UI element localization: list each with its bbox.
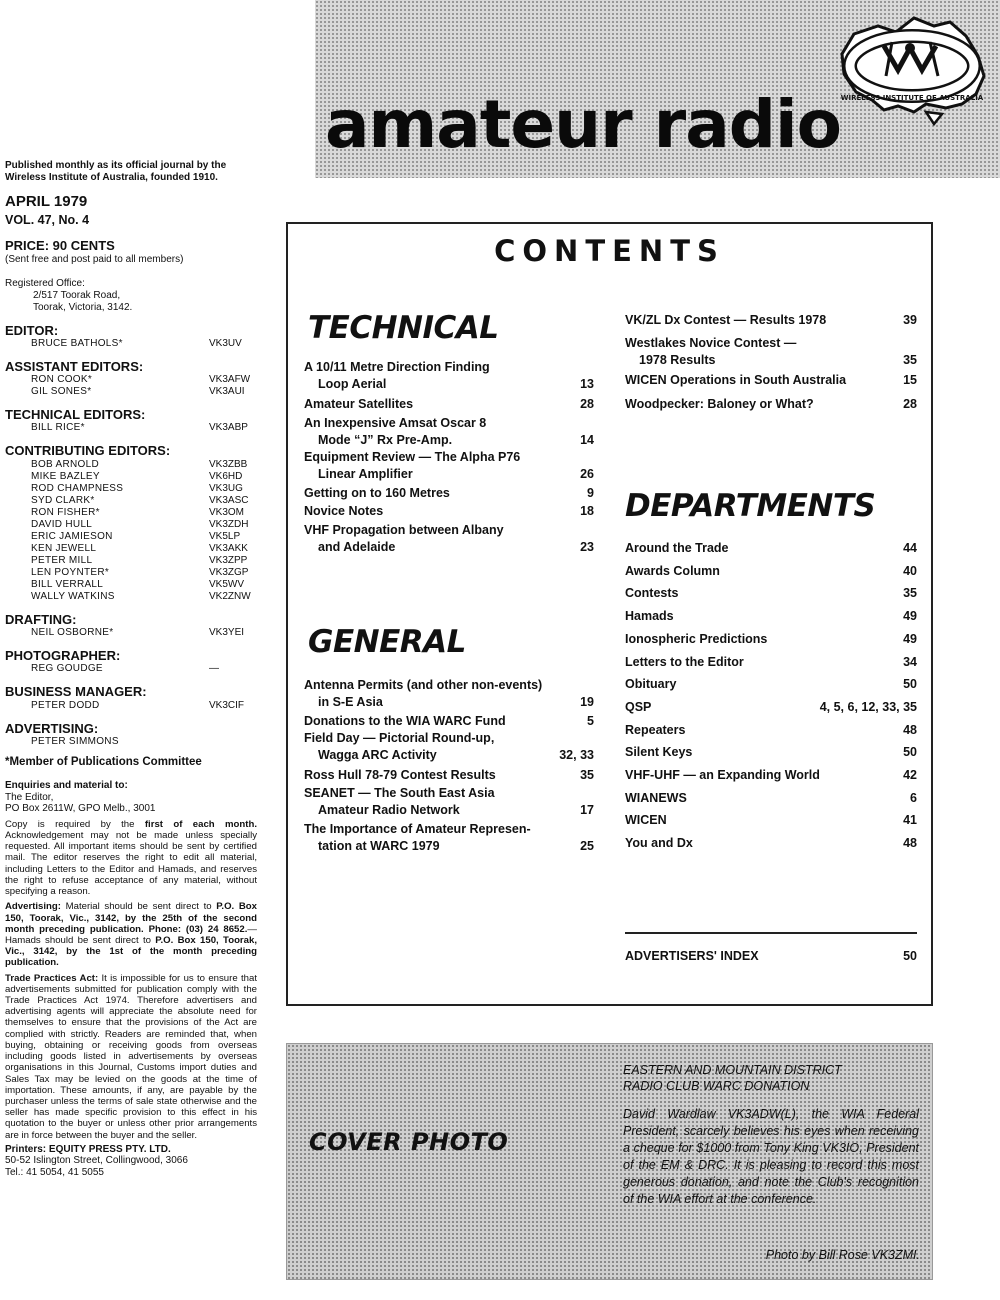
staff-row bbox=[5, 700, 257, 712]
advertisers-index-entry[interactable] bbox=[625, 948, 917, 965]
advertisers-index-title: ADVERTISERS' INDEX bbox=[625, 949, 759, 963]
staff-callsign: VK3AUI bbox=[209, 386, 245, 398]
department-title: You and Dx bbox=[625, 836, 693, 851]
entry-title-continued: Wagga ARC Activity bbox=[318, 748, 437, 762]
department-page: 35 bbox=[903, 586, 917, 601]
staff-callsign: VK5WV bbox=[209, 578, 245, 590]
staff-name: DAVID HULL bbox=[31, 518, 93, 530]
staff-callsign: VK3CIF bbox=[209, 699, 245, 711]
office-address-line: 2/517 Toorak Road, bbox=[33, 289, 121, 301]
printers-label: Printers: EQUITY PRESS PTY. LTD. bbox=[5, 1143, 171, 1155]
department-page: 50 bbox=[903, 677, 917, 692]
business-manager-label: BUSINESS MANAGER: bbox=[5, 684, 147, 700]
staff-row bbox=[5, 591, 257, 603]
entry-page: 25 bbox=[580, 839, 594, 853]
editor-list bbox=[5, 338, 257, 350]
entry-title-continued: and Adelaide bbox=[318, 540, 396, 554]
contents-entry[interactable] bbox=[304, 713, 594, 730]
department-entry[interactable] bbox=[625, 631, 917, 648]
entry-title: VK/ZL Dx Contest — Results 1978 bbox=[625, 313, 827, 327]
trade-practices-notice: Trade Practices Act: It is impossible for us to ensure that advertisements submitted for publication comply with the Trade Practices Act 1974. Therefore advertisers and advertising agents will appreciate the absolute need for themselves to ensure that the provisions of the Act are complied with strictly. Readers are reminded that, when buying, obtaining or receiving goods from overseas including goods listed in advertisements by overseas organisations in this Journal, Customs import duties and Sales Tax may be levied on the goods at the time of importation. These amounts, if any, are payable by the purchaser unless the terms of sale state otherwise and the seller has made specific provision to this effect in his quotation to the buyer or unless other prior arrangements are in force between the buyer and the seller. bbox=[5, 972, 257, 1141]
department-entry[interactable] bbox=[625, 676, 917, 693]
staff-callsign: VK2ZNW bbox=[209, 590, 251, 602]
entry-title-continued: Mode “J” Rx Pre-Amp. bbox=[318, 433, 453, 447]
department-title: Obituary bbox=[625, 677, 677, 692]
enquiries-label: Enquiries and material to: bbox=[5, 779, 128, 791]
entry-title: WICEN Operations in South Australia bbox=[625, 373, 847, 387]
entry-page: 17 bbox=[580, 803, 594, 817]
staff-row bbox=[5, 386, 257, 398]
wia-logo-text: WIRELESS INSTITUTE OF AUSTRALIA bbox=[840, 94, 984, 102]
staff-name: RON FISHER* bbox=[31, 506, 100, 518]
assistant-editors-list bbox=[5, 374, 257, 398]
staff-row bbox=[5, 507, 257, 519]
entry-title-continued: Amateur Radio Network bbox=[318, 803, 460, 817]
photo-credit: Photo by Bill Rose VK3ZMI. bbox=[765, 1248, 920, 1262]
office-address-line: Toorak, Victoria, 3142. bbox=[33, 301, 133, 313]
advertising-label: ADVERTISING: bbox=[5, 720, 99, 736]
department-page: 48 bbox=[903, 836, 917, 851]
drafting-list bbox=[5, 627, 257, 639]
contents-entry[interactable] bbox=[304, 522, 594, 556]
staff-row bbox=[5, 627, 257, 639]
staff-callsign: VK3UG bbox=[209, 482, 243, 494]
staff-row bbox=[5, 459, 257, 471]
price-note: (Sent free and post paid to all members) bbox=[5, 253, 184, 265]
staff-name: WALLY WATKINS bbox=[31, 590, 115, 602]
staff-callsign: VK3ZBB bbox=[209, 458, 248, 470]
entry-page: 5 bbox=[587, 714, 594, 728]
department-entry[interactable] bbox=[625, 585, 917, 602]
departments-heading: DEPARTMENTS bbox=[625, 488, 876, 524]
entry-title: Equipment Review — The Alpha P76 bbox=[304, 450, 521, 464]
contents-entry[interactable] bbox=[304, 396, 594, 413]
staff-row bbox=[5, 422, 257, 434]
wia-logo bbox=[826, 12, 991, 142]
entry-page: 13 bbox=[580, 377, 594, 391]
cover-photo-label: COVER PHOTO bbox=[309, 1128, 509, 1156]
entry-page: 9 bbox=[587, 486, 594, 500]
photographer-list bbox=[5, 663, 257, 675]
entry-title-continued: Linear Amplifier bbox=[318, 467, 413, 481]
staff-name: RON COOK* bbox=[31, 374, 93, 386]
issue-volume: VOL. 47, No. 4 bbox=[5, 213, 90, 227]
contents-entry[interactable] bbox=[625, 335, 917, 369]
staff-name: NEIL OSBORNE* bbox=[31, 627, 114, 639]
entry-page: 28 bbox=[903, 397, 917, 411]
contents-entry[interactable] bbox=[304, 767, 594, 784]
department-title: Ionospheric Predictions bbox=[625, 631, 768, 646]
contents-entry[interactable] bbox=[304, 503, 594, 520]
entry-page: 26 bbox=[580, 467, 594, 481]
staff-name: ERIC JAMIESON bbox=[31, 530, 113, 542]
department-page: 44 bbox=[903, 541, 917, 555]
staff-row bbox=[5, 531, 257, 543]
staff-callsign: VK3ZPP bbox=[209, 554, 248, 566]
department-title: Silent Keys bbox=[625, 745, 693, 760]
assistant-editors-label: ASSISTANT EDITORS: bbox=[5, 358, 144, 374]
department-title: QSP bbox=[625, 699, 652, 714]
left-column bbox=[5, 160, 257, 1178]
cover-caption: David Wardlaw VK3ADW(L), the WIA Federal President, scarcely believes his eyes when receiving a cheque for $1000 from Tony King VK3IO, President of the EM & DRC. It is pleasing to record this most generous donation, and note the Club's recognition of the WIA effort at the conference. bbox=[623, 1107, 919, 1206]
department-entry[interactable] bbox=[625, 812, 917, 829]
contents-entry[interactable] bbox=[304, 415, 594, 449]
advertising-policy: Advertising: Material should be sent direct to P.O. Box 150, Toorak, Vic., 3142, by the 25th of the second month preceding publication. Phone: (03) 24 8652.—Hamads should be sent direct to P.O. Box 150, Toorak, Vic., 3142, by the 1st of the month preceding publication. bbox=[5, 901, 257, 969]
staff-name: BOB ARNOLD bbox=[31, 458, 100, 470]
index-divider bbox=[625, 932, 917, 934]
cover-photo-box bbox=[286, 1043, 933, 1280]
staff-name: BRUCE BATHOLS* bbox=[31, 337, 123, 349]
entry-title: VHF Propagation between Albany bbox=[304, 523, 504, 537]
contents-entry[interactable] bbox=[304, 821, 594, 855]
contents-entry[interactable] bbox=[304, 485, 594, 502]
technical-heading: TECHNICAL bbox=[308, 310, 499, 346]
entry-title: Ross Hull 78-79 Contest Results bbox=[304, 768, 496, 782]
contributing-editors-list bbox=[5, 459, 257, 603]
entry-title-continued: tation at WARC 1979 bbox=[318, 839, 440, 853]
entry-title: An Inexpensive Amsat Oscar 8 bbox=[304, 416, 487, 430]
technical-editors-label: TECHNICAL EDITORS: bbox=[5, 407, 146, 423]
department-title: VHF-UHF — an Expanding World bbox=[625, 768, 820, 782]
staff-name: LEN POYNTER* bbox=[31, 566, 110, 578]
department-page: 49 bbox=[903, 631, 917, 646]
staff-callsign: VK3UV bbox=[209, 337, 242, 349]
entry-page: 23 bbox=[580, 540, 594, 554]
department-entry[interactable] bbox=[625, 744, 917, 761]
entry-title: A 10/11 Metre Direction Finding bbox=[304, 360, 490, 374]
staff-name: BILL VERRALL bbox=[31, 578, 104, 590]
entry-page: 15 bbox=[903, 373, 917, 387]
staff-row bbox=[5, 663, 257, 675]
entry-page: 28 bbox=[580, 397, 594, 411]
entry-title: The Importance of Amateur Represen- bbox=[304, 822, 531, 836]
contents-entry[interactable] bbox=[304, 359, 594, 393]
department-title: Repeaters bbox=[625, 722, 686, 737]
copy-policy: Copy is required by the first of each month. Acknowledgement may not be made unless specially requested. All important items should be sent by certified mail. The editor reserves the right to edit all material, including Letters to the Editor and Hamads, and reserves the right to refuse acceptance of any material, without specifying a reason. bbox=[5, 818, 257, 898]
entry-page: 35 bbox=[580, 768, 594, 782]
department-entry[interactable] bbox=[625, 767, 917, 784]
staff-callsign: — bbox=[209, 663, 219, 675]
department-title: Letters to the Editor bbox=[625, 654, 744, 669]
contributing-editors-label: CONTRIBUTING EDITORS: bbox=[5, 443, 171, 459]
staff-row bbox=[5, 567, 257, 579]
cover-heading-line: EASTERN AND MOUNTAIN DISTRICT bbox=[623, 1063, 842, 1077]
staff-name: GIL SONES* bbox=[31, 386, 92, 398]
staff-row bbox=[5, 338, 257, 350]
entry-title: Donations to the WIA WARC Fund bbox=[304, 714, 506, 728]
staff-row bbox=[5, 543, 257, 555]
staff-row bbox=[5, 374, 257, 386]
department-title: Hamads bbox=[625, 609, 674, 624]
department-page: 34 bbox=[903, 654, 917, 669]
entry-page: 14 bbox=[580, 433, 594, 447]
contents-entry[interactable] bbox=[304, 449, 594, 483]
staff-name: PETER MILL bbox=[31, 554, 93, 566]
contents-entry[interactable] bbox=[304, 677, 594, 711]
staff-name: PETER DODD bbox=[31, 699, 100, 711]
entry-page: 18 bbox=[580, 504, 594, 518]
entry-page: 35 bbox=[903, 353, 917, 367]
entry-title: Antenna Permits (and other non-events) bbox=[304, 678, 543, 692]
entry-title: SEANET — The South East Asia bbox=[304, 786, 495, 800]
staff-name: BILL RICE* bbox=[31, 422, 85, 434]
contents-title: CONTENTS bbox=[494, 234, 725, 268]
contents-entry[interactable] bbox=[625, 312, 917, 329]
staff-name: REG GOUDGE bbox=[31, 663, 103, 675]
staff-callsign: VK5LP bbox=[209, 530, 241, 542]
advertising-list bbox=[5, 736, 257, 748]
contents-box bbox=[286, 222, 933, 1006]
department-entry[interactable] bbox=[625, 835, 917, 852]
issue-date: APRIL 1979 bbox=[5, 193, 88, 210]
entry-title-continued: 1978 Results bbox=[639, 353, 716, 367]
staff-callsign: VK3AKK bbox=[209, 542, 248, 554]
department-page: 40 bbox=[903, 563, 917, 578]
staff-callsign: VK3OM bbox=[209, 506, 245, 518]
department-page: 42 bbox=[903, 768, 917, 782]
entry-page: 39 bbox=[903, 313, 917, 327]
department-entry[interactable] bbox=[625, 563, 917, 580]
staff-callsign: VK6HD bbox=[209, 470, 243, 482]
entry-title: Amateur Satellites bbox=[304, 397, 414, 411]
department-entry[interactable] bbox=[625, 654, 917, 671]
staff-row bbox=[5, 483, 257, 495]
general-heading: GENERAL bbox=[308, 624, 466, 660]
printers-phone: Tel.: 41 5054, 41 5055 bbox=[5, 1166, 104, 1178]
department-page: 4, 5, 6, 12, 33, 35 bbox=[819, 699, 917, 714]
department-title: WICEN bbox=[625, 813, 667, 828]
staff-name: SYD CLARK* bbox=[31, 494, 95, 506]
department-title: Awards Column bbox=[625, 563, 720, 578]
staff-callsign: VK3ABP bbox=[209, 422, 248, 434]
department-entry[interactable] bbox=[625, 790, 917, 807]
entry-page: 32, 33 bbox=[559, 748, 594, 762]
staff-callsign: VK3ZDH bbox=[209, 518, 249, 530]
department-entry[interactable] bbox=[625, 722, 917, 739]
entry-title-continued: Loop Aerial bbox=[318, 377, 387, 391]
contents-entry[interactable] bbox=[625, 396, 917, 413]
department-entry[interactable] bbox=[625, 699, 917, 716]
enquiries-line: PO Box 2611W, GPO Melb., 3001 bbox=[5, 803, 156, 815]
entry-title-continued: in S-E Asia bbox=[318, 695, 383, 709]
staff-callsign: VK3ZGP bbox=[209, 566, 249, 578]
publisher-statement: Published monthly as its official journal by the Wireless Institute of Australia, founded 1910. bbox=[5, 160, 227, 183]
office-label: Registered Office: bbox=[5, 277, 85, 289]
department-page: 41 bbox=[903, 813, 917, 828]
cover-heading bbox=[623, 1062, 923, 1094]
staff-row bbox=[5, 736, 257, 748]
staff-name: PETER SIMMONS bbox=[31, 735, 119, 747]
staff-callsign: VK3AFW bbox=[209, 374, 251, 386]
department-entry[interactable] bbox=[625, 540, 917, 557]
contents-entry[interactable] bbox=[304, 730, 594, 764]
price: PRICE: 90 CENTS bbox=[5, 238, 115, 253]
drafting-label: DRAFTING: bbox=[5, 611, 77, 627]
staff-name: ROD CHAMPNESS bbox=[31, 482, 124, 494]
entry-title: Novice Notes bbox=[304, 504, 384, 518]
technical-editors-list bbox=[5, 422, 257, 434]
staff-row bbox=[5, 555, 257, 567]
enquiries-line: The Editor, bbox=[5, 791, 54, 803]
staff-callsign bbox=[209, 736, 257, 748]
entry-title: Westlakes Novice Contest — bbox=[625, 336, 797, 350]
staff-row bbox=[5, 471, 257, 483]
department-page: 49 bbox=[903, 609, 917, 624]
staff-callsign: VK3YEI bbox=[209, 627, 245, 639]
entry-title: Field Day — Pictorial Round-up, bbox=[304, 731, 495, 745]
printers-address: 50-52 Islington Street, Collingwood, 3066 bbox=[5, 1155, 188, 1167]
department-title: Contests bbox=[625, 586, 679, 601]
department-page: 50 bbox=[903, 745, 917, 760]
staff-name: KEN JEWELL bbox=[31, 542, 97, 554]
contents-entry[interactable] bbox=[304, 785, 594, 819]
department-entry[interactable] bbox=[625, 608, 917, 625]
department-page: 6 bbox=[910, 790, 917, 805]
business-manager-list bbox=[5, 700, 257, 712]
staff-callsign: VK3ASC bbox=[209, 494, 249, 506]
entry-title: Woodpecker: Baloney or What? bbox=[625, 397, 814, 411]
department-title: WIANEWS bbox=[625, 790, 687, 805]
staff-row bbox=[5, 495, 257, 507]
staff-name: MIKE BAZLEY bbox=[31, 470, 100, 482]
advertisers-index-page: 50 bbox=[903, 949, 917, 963]
department-page: 48 bbox=[903, 722, 917, 737]
committee-note: *Member of Publications Committee bbox=[5, 755, 202, 768]
photographer-label: PHOTOGRAPHER: bbox=[5, 648, 121, 664]
staff-row bbox=[5, 579, 257, 591]
staff-row bbox=[5, 519, 257, 531]
magazine-title: amateur radio bbox=[325, 86, 841, 163]
entry-title: Getting on to 160 Metres bbox=[304, 486, 450, 500]
editor-label: EDITOR: bbox=[5, 322, 59, 338]
cover-heading-line: RADIO CLUB WARC DONATION bbox=[623, 1079, 810, 1093]
department-title: Around the Trade bbox=[625, 541, 729, 555]
contents-entry[interactable] bbox=[625, 372, 917, 389]
entry-page: 19 bbox=[580, 695, 594, 709]
